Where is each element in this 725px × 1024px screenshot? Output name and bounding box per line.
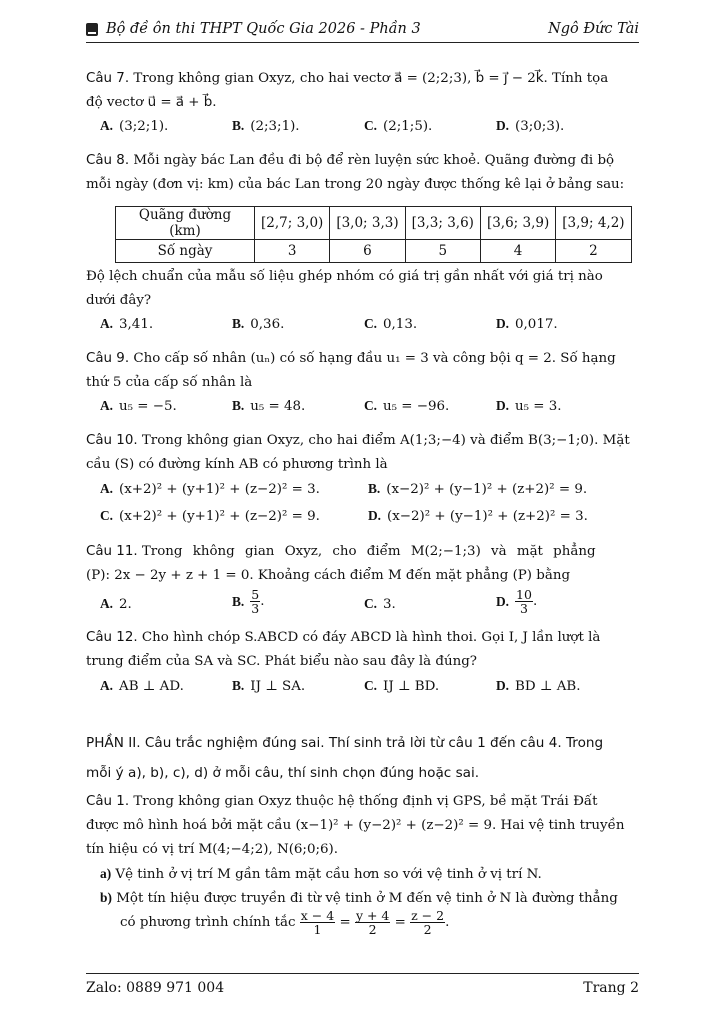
question-7	[86, 67, 639, 115]
question-text: Trong không gian Oxyz thuộc hệ thống định vị GPS, bề mặt Trái Đất	[133, 794, 598, 809]
options-q7: A. (3;2;1). B. (2;3;1). C. (2;1;5). D. (3;0;3).	[100, 118, 565, 134]
fraction-z: $\frac{z - 2}{2}$	[411, 908, 445, 937]
option-d[interactable]: (x−2)² + (y−1)² + (z+2)² = 3.	[387, 509, 588, 524]
option-a[interactable]: u₅ = −5.	[119, 399, 177, 414]
option-a[interactable]: 2.	[119, 597, 132, 612]
option-b[interactable]: $\frac{5}{3}$	[251, 587, 260, 616]
question-text: cầu (S) có đường kính AB có phương trình là	[86, 457, 388, 472]
question-text: Trong không gian Oxyz, cho hai điểm A(1;3;−4) và điểm B(3;−1;0). Mặt	[141, 433, 630, 448]
table-cell: 6	[330, 240, 405, 263]
table-cell: 3	[255, 240, 330, 263]
option-c[interactable]: 0,13.	[383, 317, 418, 332]
question-text: Cho hình chóp S.ABCD có đáy ABCD là hình thoi. Gọi I, J lần lượt là	[141, 630, 601, 645]
fraction-x: $\frac{x - 4}{1}$	[300, 908, 335, 937]
question-8-continued	[86, 265, 639, 313]
question-label: Câu 7.	[86, 71, 130, 86]
statement-a: a) Vệ tinh ở vị trí M gần tâm mặt cầu hơn so với vệ tinh ở vị trí N.	[100, 866, 542, 882]
options-q8: A. 3,41. B. 0,36. C. 0,13. D. 0,017.	[100, 316, 558, 332]
question-text: được mô hình hoá bởi mặt cầu (x−1)² + (y−2)² + (z−2)² = 9. Hai vệ tinh truyền	[86, 818, 625, 833]
question-text: tín hiệu có vị trí M(4;−4;2), N(6;0;6).	[86, 842, 338, 857]
option-a[interactable]: (3;2;1).	[119, 119, 169, 134]
option-a[interactable]: 3,41.	[119, 317, 154, 332]
table-header: [3,9; 4,2)	[556, 207, 631, 240]
option-b[interactable]: 0,36.	[250, 317, 285, 332]
options-q10-row2: C. (x+2)² + (y+1)² + (z−2)² = 9. D. (x−2)² + (y−1)² + (z+2)² = 3.	[100, 508, 588, 524]
question-text: trung điểm của SA và SC. Phát biểu nào sau đây là đúng?	[86, 654, 477, 669]
page-header	[86, 20, 639, 43]
question-text: Cho cấp số nhân (uₙ) có số hạng đầu u₁ = 3 và công bội q = 2. Số hạng	[133, 351, 616, 366]
question-label: Câu 12.	[86, 630, 138, 645]
book-icon	[86, 23, 98, 36]
question-9	[86, 347, 639, 395]
question-text: Mỗi ngày bác Lan đều đi bộ để rèn luyện sức khoẻ. Quãng đường đi bộ	[133, 153, 615, 168]
question-text: Trong không gian Oxyz, cho điểm M(2;−1;3) và mặt phẳng	[141, 544, 596, 559]
question-text: mỗi ngày (đơn vị: km) của bác Lan trong 20 ngày được thống kê lại ở bảng sau:	[86, 177, 625, 192]
page-footer	[86, 973, 639, 996]
question-text: dưới đây?	[86, 293, 152, 308]
question-label: Câu 1.	[86, 794, 130, 809]
option-b[interactable]: (2;3;1).	[250, 119, 300, 134]
option-d[interactable]: $\frac{10}{3}$	[516, 587, 532, 616]
table-cell: 4	[480, 240, 555, 263]
option-c[interactable]: u₅ = −96.	[383, 399, 450, 414]
table-header: [3,3; 3,6)	[405, 207, 480, 240]
option-d[interactable]: BD ⊥ AB.	[515, 679, 581, 694]
option-b[interactable]: IJ ⊥ SA.	[250, 679, 306, 694]
option-c[interactable]: 3.	[383, 597, 396, 612]
footer-page-number: Trang 2	[583, 980, 639, 996]
question-text: thứ 5 của cấp số nhân là	[86, 375, 253, 390]
question-label: Câu 8.	[86, 153, 130, 168]
table-header: Quãng đường (km)	[116, 207, 255, 240]
question-text: (P): 2x − 2y + z + 1 = 0. Khoảng cách điểm M đến mặt phẳng (P) bằng	[86, 568, 571, 583]
question-text: Trong không gian Oxyz, cho hai vectơ a⃗ = (2;2;3), b⃗ = j⃗ − 2k⃗. Tính tọa	[133, 71, 609, 86]
option-b[interactable]: u₅ = 48.	[250, 399, 306, 414]
header-author: Ngô Đức Tài	[548, 21, 639, 37]
table-cell: 5	[405, 240, 480, 263]
question-text: Độ lệch chuẩn của mẫu số liệu ghép nhóm có giá trị gần nhất với giá trị nào	[86, 269, 603, 284]
data-table	[115, 206, 632, 263]
options-q12: A. AB ⊥ AD. B. IJ ⊥ SA. C. IJ ⊥ BD. D. BD ⊥ AB.	[100, 678, 581, 694]
option-c[interactable]: (2;1;5).	[383, 119, 433, 134]
option-d[interactable]: (3;0;3).	[515, 119, 565, 134]
table-header: [3,6; 3,9)	[480, 207, 555, 240]
question-11	[86, 540, 639, 588]
question-label: Câu 11.	[86, 544, 138, 559]
option-b[interactable]: (x−2)² + (y−1)² + (z+2)² = 9.	[386, 482, 588, 497]
option-a[interactable]: (x+2)² + (y+1)² + (z−2)² = 3.	[119, 482, 320, 497]
question-8	[86, 149, 639, 197]
question-10	[86, 429, 639, 477]
option-d[interactable]: u₅ = 3.	[515, 399, 562, 414]
table-header: [3,0; 3,3)	[330, 207, 405, 240]
options-q10-row1: A. (x+2)² + (y+1)² + (z−2)² = 3. B. (x−2)² + (y−1)² + (z+2)² = 9.	[100, 481, 588, 497]
option-c[interactable]: (x+2)² + (y+1)² + (z−2)² = 9.	[119, 509, 320, 524]
question-label: Câu 9.	[86, 351, 130, 366]
table-cell: 2	[556, 240, 631, 263]
statement-b-equation: có phương trình chính tắc $\frac{x - 4}{1}$ = $\frac{y + 4}{2}$ = $\frac{z - 2}{2}$ .	[120, 908, 450, 937]
part-2-heading: PHẦN II. Câu trắc nghiệm đúng sai. Thí sinh trả lời từ câu 1 đến câu 4. Trong mỗi ý a), b), c), d) ở mỗi câu, thí sinh chọn đúng hoặc sai.	[86, 735, 604, 781]
footer-contact: Zalo: 0889 971 004	[86, 980, 225, 996]
table-header: [2,7; 3,0)	[255, 207, 330, 240]
option-d[interactable]: 0,017.	[515, 317, 558, 332]
question-text: độ vectơ u⃗ = a⃗ + b⃗.	[86, 95, 217, 110]
options-q9: A. u₅ = −5. B. u₅ = 48. C. u₅ = −96. D. u₅ = 3.	[100, 398, 562, 414]
table-cell: Số ngày	[116, 240, 255, 263]
fraction-y: $\frac{y + 4}{2}$	[355, 908, 390, 937]
option-a[interactable]: AB ⊥ AD.	[119, 679, 184, 694]
part2-question-1	[86, 790, 639, 862]
question-12	[86, 626, 639, 674]
question-label: Câu 10.	[86, 433, 138, 448]
option-c[interactable]: IJ ⊥ BD.	[383, 679, 440, 694]
statement-b: b) Một tín hiệu được truyền đi từ vệ tinh ở M đến vệ tinh ở N là đường thẳng	[100, 890, 618, 906]
header-title: Bộ đề ôn thi THPT Quốc Gia 2026 - Phần 3	[106, 21, 421, 37]
options-q11: A. 2. B. $\frac{5}{3}$ . C. 3. D. $\frac{10}{3}$ .	[100, 587, 538, 616]
